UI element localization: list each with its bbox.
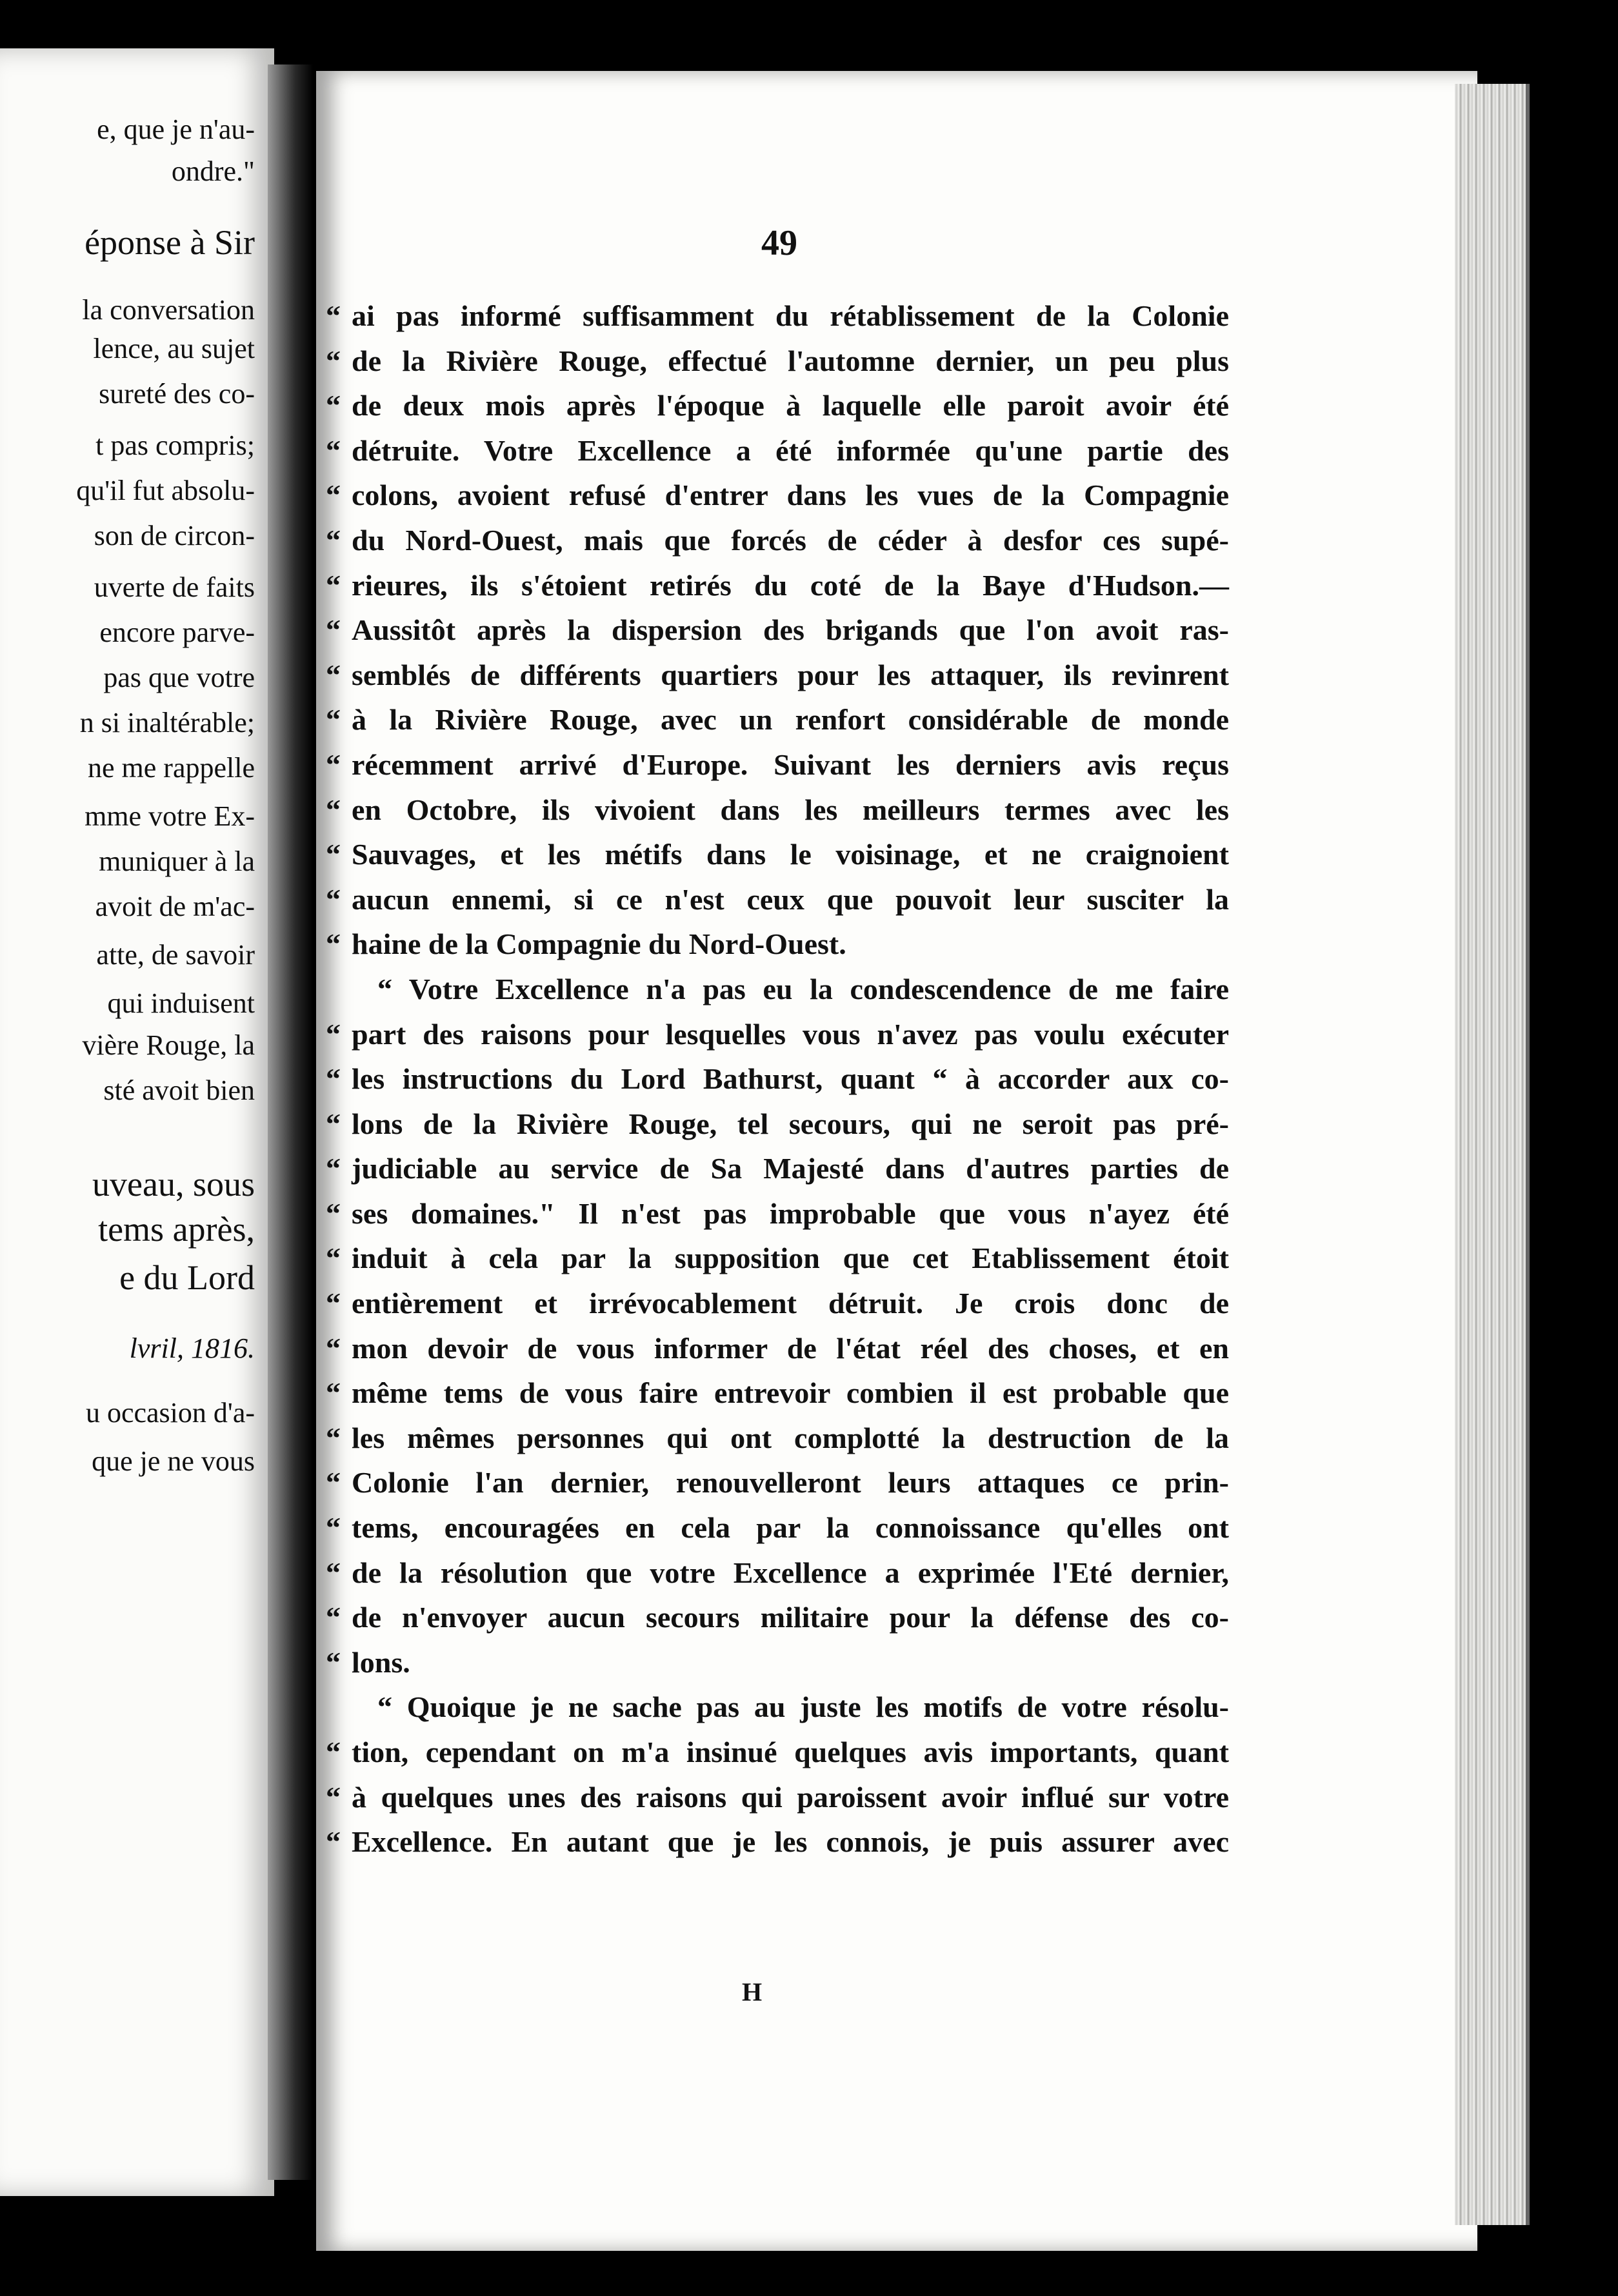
text-line-content: récemment arrivé d'Europe. Suivant les derniers avis reçus (352, 747, 1229, 781)
text-line (326, 1191, 1229, 1236)
text-line (326, 1775, 1229, 1820)
text-line-content: colons, avoient refusé d'entrer dans les vues de la Compagnie (352, 479, 1229, 512)
text-line-content: à la Rivière Rouge, avec un renfort considérable de monde (352, 703, 1229, 737)
signature-mark: H (742, 1977, 763, 2006)
page-number: 49 (761, 223, 797, 263)
opening-quote-mark: “ (326, 389, 341, 422)
opening-quote-mark: “ (326, 1466, 341, 1499)
opening-quote-mark: “ (326, 568, 341, 602)
text-line-content: tion, cependant on m'a insinué quelques avis importants, quant (352, 1736, 1229, 1768)
text-line (326, 608, 1229, 653)
text-line-content: Colonie l'an dernier, renouvelleront leurs attaques ce prin- (352, 1466, 1229, 1499)
text-line-content: tems, encouragées en cela par la connoissance qu'elles ont (352, 1511, 1229, 1545)
text-line-content: induit à cela par la supposition que cet Etablissement étoit (352, 1242, 1229, 1275)
opening-quote-mark: “ (326, 1242, 341, 1275)
text-line-content: Excellence. En autant que je les connois, je puis assurer avec (352, 1825, 1229, 1859)
left-page-line: ne me rappelle (88, 752, 255, 784)
left-page-line: pas que votre (103, 662, 255, 693)
opening-quote-mark: “ (326, 1107, 341, 1140)
text-line (326, 1102, 1229, 1147)
left-page-line: son de circon- (94, 520, 255, 551)
text-line (326, 428, 1229, 473)
left-page-line: u occasion d'a- (85, 1397, 255, 1429)
page-edges (1455, 84, 1530, 2225)
left-page-line: tems après, (98, 1210, 255, 1249)
text-line-content: de la Rivière Rouge, effectué l'automne dernier, un peu plus (352, 344, 1229, 377)
opening-quote-mark: “ (326, 433, 341, 467)
left-page-line: qui induisent (107, 987, 255, 1019)
left-page-line: éponse à Sir (85, 223, 255, 262)
text-line-content: “ Quoique je ne sache pas au juste les motifs de votre résolu- (377, 1690, 1229, 1724)
text-line-content: lons. (352, 1645, 410, 1679)
left-page-line: e, que je n'au- (97, 114, 255, 145)
opening-quote-mark: “ (326, 882, 341, 916)
opening-quote-mark: “ (326, 1152, 341, 1185)
text-line-content: ai pas informé suffisamment du rétablissement de la Colonie (352, 299, 1229, 332)
text-line (326, 1326, 1229, 1371)
opening-quote-mark: “ (326, 1017, 341, 1051)
left-page-line: e du Lord (119, 1258, 255, 1297)
opening-quote-mark: “ (326, 1601, 341, 1634)
text-line-content: de deux mois après l'époque à laquelle elle paroit avoir été (352, 389, 1229, 422)
text-line-content: entièrement et irrévocablement détruit. Je crois donc de (352, 1287, 1229, 1320)
opening-quote-mark: “ (326, 793, 341, 826)
opening-quote-mark: “ (326, 479, 341, 512)
text-line (326, 1146, 1229, 1191)
opening-quote-mark (326, 967, 352, 1012)
left-page-line: qu'il fut absolu- (76, 475, 255, 506)
left-page-line: uveau, sous (92, 1165, 255, 1203)
text-line-content: mon devoir de vous informer de l'état réel des choses, et en (352, 1331, 1229, 1365)
left-page-line: avoit de m'ac- (95, 891, 255, 922)
left-page-line: sureté des co- (99, 378, 255, 410)
opening-quote-mark: “ (326, 1645, 341, 1679)
opening-quote-mark: “ (326, 1556, 341, 1589)
text-line-content: lons de la Rivière Rouge, tel secours, qui ne seroit pas pré- (352, 1107, 1229, 1140)
text-line (326, 1819, 1229, 1865)
left-page-line: que je ne vous (92, 1445, 255, 1477)
text-line-content: à quelques unes des raisons qui paroissent avoir influé sur votre (352, 1780, 1229, 1814)
text-line (326, 339, 1229, 384)
text-line-content: même tems de vous faire entrevoir combien il est probable que (352, 1376, 1229, 1410)
opening-quote-mark: “ (326, 838, 341, 871)
text-line-content: semblés de différents quartiers pour les attaquer, ils revinrent (352, 658, 1229, 691)
left-facing-page (0, 48, 274, 2196)
text-line (326, 1056, 1229, 1102)
text-line (326, 1505, 1229, 1550)
opening-quote-mark: “ (326, 1196, 341, 1230)
text-line-content: de n'envoyer aucun secours militaire pour la défense des co- (352, 1601, 1229, 1634)
opening-quote-mark: “ (326, 344, 341, 377)
text-line (326, 1371, 1229, 1416)
main-text-block (326, 293, 1229, 1865)
text-line (326, 1730, 1229, 1775)
text-line (326, 1640, 1229, 1685)
text-line (326, 653, 1229, 698)
text-line-content: judiciable au service de Sa Majesté dans d'autres parties de (352, 1152, 1229, 1185)
text-line (326, 383, 1229, 428)
text-line (326, 697, 1229, 742)
text-line-content: “ Votre Excellence n'a pas eu la condescendence de me faire (377, 972, 1229, 1005)
opening-quote-mark: “ (326, 658, 341, 691)
text-line-content: détruite. Votre Excellence a été informée qu'une partie des (352, 433, 1229, 467)
text-line (326, 293, 1229, 339)
text-line (326, 1460, 1229, 1505)
left-page-line: la conversation (82, 294, 255, 326)
text-line-content: haine de la Compagnie du Nord-Ouest. (352, 927, 846, 961)
left-page-line: encore parve- (99, 617, 255, 648)
text-line-content: ses domaines." Il n'est pas improbable que vous n'ayez été (352, 1196, 1229, 1230)
left-page-line: uverte de faits (94, 571, 255, 603)
left-page-line: t pas compris; (95, 430, 255, 461)
text-line (326, 518, 1229, 563)
opening-quote-mark: “ (326, 1736, 341, 1768)
text-line (326, 832, 1229, 877)
text-line-content: rieures, ils s'étoient retirés du coté de la Baye d'Hudson.— (352, 568, 1229, 602)
opening-quote-mark: “ (326, 927, 341, 961)
text-line (326, 787, 1229, 833)
opening-quote-mark: “ (326, 1780, 341, 1814)
text-line (326, 473, 1229, 518)
text-line (326, 563, 1229, 608)
text-line (326, 1236, 1229, 1281)
opening-quote-mark: “ (326, 1062, 341, 1096)
text-line (326, 1685, 1229, 1730)
text-line-content: du Nord-Ouest, mais que forcés de céder à desfor ces supé- (352, 523, 1229, 557)
text-line-content: les instructions du Lord Bathurst, quant “ à accorder aux co- (352, 1062, 1229, 1096)
text-line-content: aucun ennemi, si ce n'est ceux que pouvoit leur susciter la (352, 882, 1229, 916)
left-page-line: lence, au sujet (93, 333, 255, 364)
opening-quote-mark (326, 1685, 352, 1730)
left-page-line: vière Rouge, la (82, 1029, 255, 1061)
opening-quote-mark: “ (326, 613, 341, 647)
text-line-content: de la résolution que votre Excellence a exprimée l'Eté dernier, (352, 1556, 1229, 1589)
text-line-content: Aussitôt après la dispersion des brigands que l'on avoit ras- (352, 613, 1229, 647)
left-page-line: lvril, 1816. (129, 1332, 255, 1364)
text-line-content: en Octobre, ils vivoient dans les meilleurs termes avec les (352, 793, 1229, 826)
text-line (326, 742, 1229, 787)
opening-quote-mark: “ (326, 1331, 341, 1365)
opening-quote-mark: “ (326, 523, 341, 557)
text-line (326, 1595, 1229, 1640)
opening-quote-mark: “ (326, 299, 341, 332)
text-line (326, 1012, 1229, 1057)
opening-quote-mark: “ (326, 703, 341, 737)
left-page-line: muniquer à la (99, 846, 255, 877)
left-page-line: sté avoit bien (103, 1074, 255, 1106)
text-line (326, 877, 1229, 922)
text-line (326, 1281, 1229, 1326)
text-line (326, 1550, 1229, 1596)
text-line-content: Sauvages, et les métifs dans le voisinage, et ne craignoient (352, 838, 1229, 871)
text-line-content: part des raisons pour lesquelles vous n'avez pas voulu exécuter (352, 1017, 1229, 1051)
opening-quote-mark: “ (326, 1287, 341, 1320)
text-line (326, 1416, 1229, 1461)
text-line-content: les mêmes personnes qui ont complotté la destruction de la (352, 1421, 1229, 1454)
left-page-line: mme votre Ex- (85, 800, 255, 832)
opening-quote-mark: “ (326, 1376, 341, 1410)
left-page-line: n si inaltérable; (79, 707, 255, 738)
opening-quote-mark: “ (326, 1421, 341, 1454)
book-gutter (268, 64, 313, 2180)
left-page-line: atte, de savoir (96, 939, 255, 971)
text-line (326, 922, 1229, 967)
text-line (326, 967, 1229, 1012)
opening-quote-mark: “ (326, 747, 341, 781)
opening-quote-mark: “ (326, 1825, 341, 1859)
left-page-line: ondre." (171, 155, 255, 187)
opening-quote-mark: “ (326, 1511, 341, 1545)
